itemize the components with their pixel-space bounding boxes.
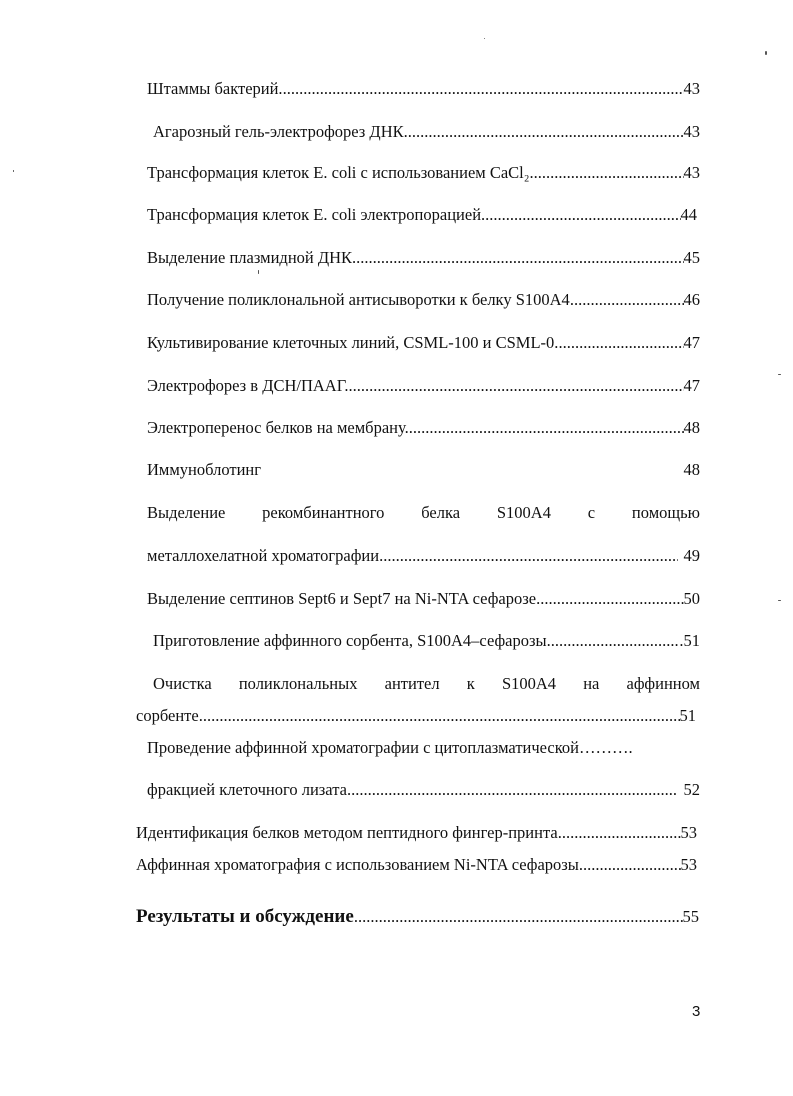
toc-entry [153,122,700,142]
toc-entry [147,418,700,438]
page-number: 3 [692,1003,701,1020]
toc-entry-page: 48 [683,418,700,437]
toc-leader-dots [547,631,680,651]
toc-entry-title: Трансформация клеток E. coli электропорацией [147,205,482,224]
toc-entry-page: 51 [679,706,696,725]
toc-entry-title: Выделение плазмидной ДНК. [147,248,357,267]
toc-leader-dots [347,780,678,800]
toc-entry [136,855,697,875]
toc-entry-page: 43 [683,163,700,182]
toc-entry-page: 46 [683,290,700,309]
toc-entry-page: 47 [683,333,700,352]
toc-entry-title: Трансформация клеток E. coli с использованием CaCl₂ [147,163,530,182]
toc-entry [147,163,700,183]
scan-speck [765,51,767,55]
toc-entry-title: фракцией клеточного лизата [147,780,347,799]
toc-word: с [587,503,596,522]
toc-entry [147,460,700,480]
toc-entry [147,738,633,758]
toc-entry-page: .51 [679,631,700,650]
toc-entry-title: Штаммы бактерий. [147,79,283,98]
toc-entry-page: 45 [683,248,700,267]
toc-entry [147,248,700,268]
toc-entry-page: 48 [683,460,700,479]
toc-word: рекомбинантного [262,503,385,522]
toc-leader-dots [536,589,683,609]
toc-entry-title: Культивирование клеточных линий, CSML-100 и CSML-0. [147,333,559,352]
toc-leader-dots [570,290,684,310]
toc-entry-title: Электрофорез в ДСН/ПААГ. [147,376,349,395]
toc-word: помощью [631,503,700,522]
toc-entry-title: Аффинная хроматография с использованием Ni-NTA сефарозы [136,855,579,874]
toc-entry-page: 49 [683,546,700,565]
toc-entry [136,823,697,843]
toc-leader-dots [354,907,683,927]
toc-entry [147,780,700,800]
toc-entry [147,205,697,225]
toc-entry-title: Выделение септинов Sept6 и Sept7 на Ni-NTA сефарозе [147,589,537,608]
scan-speck [778,374,781,375]
toc-leader-dots [409,418,684,438]
toc-entry [147,376,700,396]
toc-entry [147,290,700,310]
toc-word: на [583,674,600,693]
toc-word: поликлональных [238,674,358,693]
toc-leader-dots [558,823,681,843]
toc-entry-title: сорбенте [136,706,199,725]
toc-word: к [466,674,475,693]
toc-entry-page: 50 [683,589,700,608]
toc-entry-page: 53 [680,855,697,874]
toc-entry-page: 43 [683,122,700,141]
toc-entry [147,79,700,99]
toc-entry-title: Идентификация белков методом пептидного фингер-принта [136,823,558,842]
toc-word: антител [384,674,440,693]
toc-entry [153,631,700,651]
toc-entry-page: 53 [680,823,697,842]
scan-speck [778,600,781,601]
toc-entry-page: 55 [682,907,699,926]
toc-entry [147,546,700,566]
toc-entry [136,706,696,726]
toc-entry-page: 47 [683,376,700,395]
toc-entry-justified-line [147,503,700,523]
scan-speck [258,270,259,274]
toc-entry [147,589,700,609]
toc-leader-dots [404,122,684,142]
toc-leader-dots [558,333,683,353]
toc-word: Очистка [153,674,212,693]
toc-entry-page: 52 [683,780,700,799]
toc-leader-dots [481,205,680,225]
toc-entry-title: Иммуноблотинг [147,460,262,479]
toc-entry-title: Агарозный гель-электрофорез ДНК [153,122,404,141]
toc-entry-page: 44 [680,205,697,224]
toc-entry-title: Получение поликлональной антисыворотки к белку S100A4 [147,290,570,309]
toc-entry-justified-line [153,674,700,694]
toc-entry-title: Проведение аффинной хроматографии с цитоплазматической………. [147,738,633,757]
toc-leader-dots [530,163,684,183]
toc-leader-dots [349,376,684,396]
toc-leader-dots [199,706,680,726]
toc-entry-title: Результаты и обсуждение [136,906,354,927]
toc-word: Выделение [147,503,226,522]
toc-entry-title: Приготовление аффинного сорбента, S100A4–сефарозы [153,631,547,650]
toc-entry-title: металлохелатной хроматографии [147,546,380,565]
toc-word: S100A4 [501,674,557,693]
scan-speck [484,38,485,39]
toc-leader-dots [283,79,684,99]
toc-chapter-entry [136,907,699,927]
toc-word: аффинном [626,674,700,693]
toc-leader-dots [379,546,677,566]
toc-leader-dots [579,855,681,875]
toc-word: S100A4 [496,503,551,522]
toc-leader-dots [356,248,683,268]
toc-entry-title: Электроперенос белков на мембрану. [147,418,409,437]
toc-word: белка [421,503,461,522]
scan-speck [13,170,14,172]
toc-entry [147,333,700,353]
toc-entry-page: 43 [683,79,700,98]
